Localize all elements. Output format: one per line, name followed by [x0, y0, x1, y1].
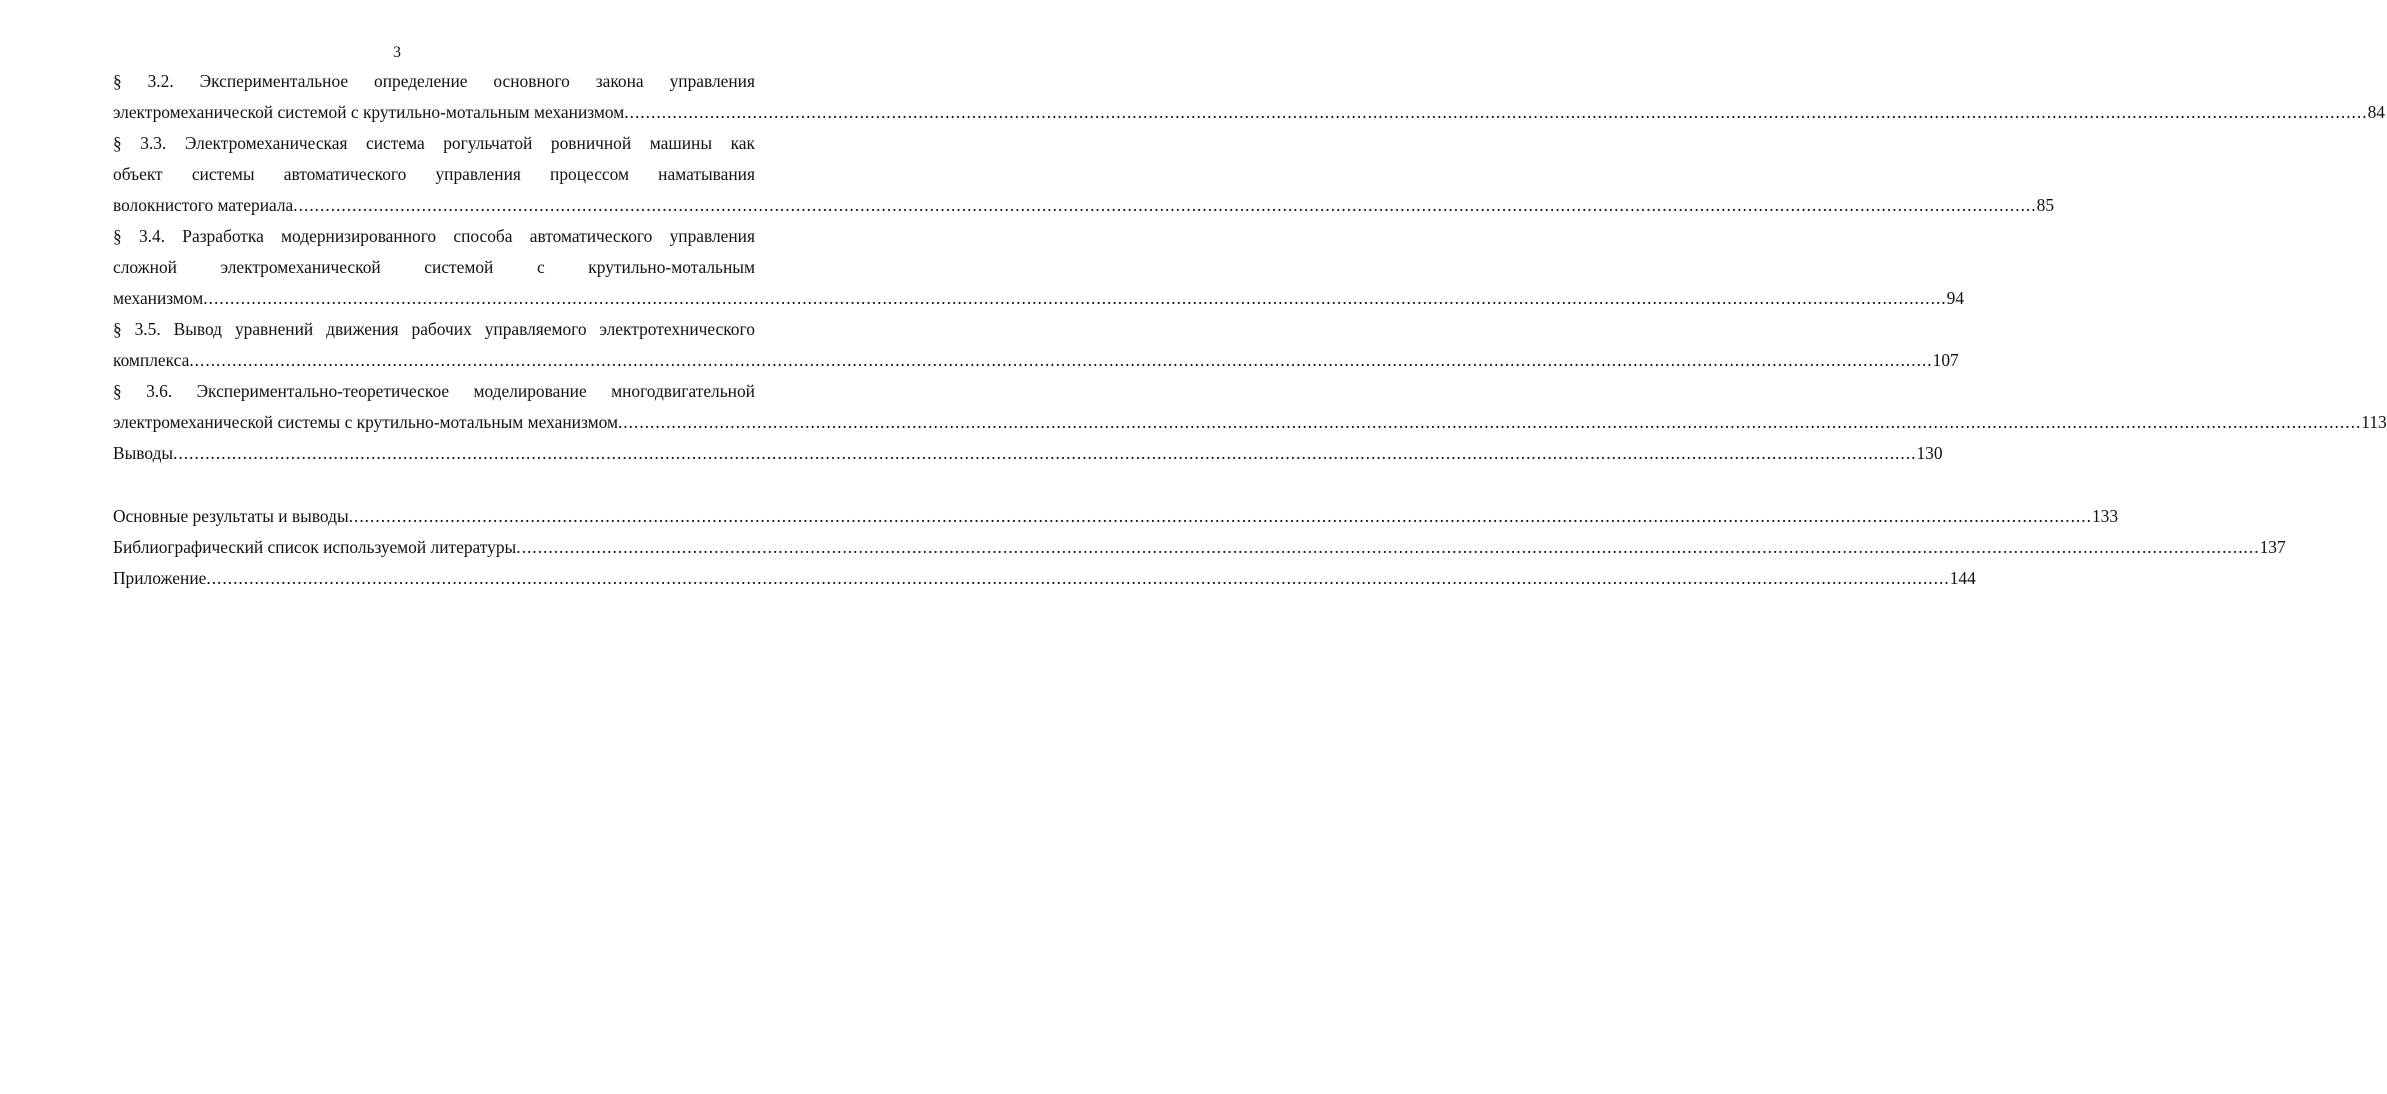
- page-ref: 130: [1916, 443, 1943, 463]
- entry-text: Выводы: [113, 443, 174, 463]
- leader-dots: ......................................................................................................................................................................................................................................................................................................................................: [206, 568, 1950, 588]
- toc-entry-3-5-line-2: [113, 345, 1959, 376]
- toc-entry-3-3-line-1: [113, 128, 755, 159]
- page-number: 3: [393, 44, 401, 61]
- word: 3.2.: [147, 71, 174, 91]
- word: рогульчатой: [443, 133, 533, 153]
- page-ref: 107: [1932, 350, 1959, 370]
- entry-text: комплекса: [113, 350, 190, 370]
- word: электротехнического: [599, 319, 755, 339]
- entry-text: электромеханической системой с крутильно-мотальным механизмом: [113, 102, 625, 122]
- toc-entry-3-4-line-2: [113, 252, 755, 283]
- word: уравнений: [234, 319, 314, 339]
- word: Вывод: [173, 319, 223, 339]
- entry-text: Приложение: [113, 568, 207, 588]
- entry-text: Основные результаты и выводы: [113, 506, 349, 526]
- leader-dots: ......................................................................................................................................................................................................................................................................................................................................: [189, 350, 1933, 370]
- section-gap: [113, 469, 755, 501]
- toc-entry-main-results: [113, 501, 2119, 532]
- word: управления: [435, 164, 521, 184]
- page-ref: 113: [2361, 412, 2387, 432]
- word: системы: [191, 164, 255, 184]
- word: §: [113, 71, 122, 91]
- word: определение: [374, 71, 468, 91]
- toc-entry-3-2-line-2: [113, 97, 2385, 128]
- toc-entry-appendix: [113, 563, 1976, 594]
- word: §: [113, 381, 122, 401]
- entry-text: Библиографический список используемой литературы: [113, 537, 517, 557]
- word: рабочих: [411, 319, 472, 339]
- word: электромеханической: [220, 257, 381, 277]
- word: моделирование: [473, 381, 587, 401]
- word: Экспериментально-теоретическое: [196, 381, 450, 401]
- word: системой: [424, 257, 494, 277]
- word: наматывания: [658, 164, 755, 184]
- leader-dots: ......................................................................................................................................................................................................................................................................................................................................: [293, 195, 2037, 215]
- word: сложной: [113, 257, 177, 277]
- word: машины: [649, 133, 713, 153]
- word: автоматического: [283, 164, 407, 184]
- toc-entry-3-3-line-2: [113, 159, 755, 190]
- entry-text: механизмом: [113, 288, 204, 308]
- word: автоматического: [529, 226, 653, 246]
- toc-entry-3-4-line-3: [113, 283, 1965, 314]
- page-ref: 94: [1946, 288, 1965, 308]
- word: система: [366, 133, 425, 153]
- toc-entry-3-6-line-1: [113, 376, 755, 407]
- word: управления: [669, 226, 755, 246]
- page-ref: 84: [2367, 102, 2385, 122]
- entry-text: электромеханической системы с крутильно-мотальным механизмом: [113, 412, 618, 432]
- page-ref: 137: [2259, 537, 2286, 557]
- word: 3.3.: [140, 133, 167, 153]
- word: §: [113, 226, 122, 246]
- word: крутильно-мотальным: [588, 257, 755, 277]
- leader-dots: ......................................................................................................................................................................................................................................................................................................................................: [516, 537, 2260, 557]
- word: управления: [669, 71, 755, 91]
- leader-dots: ......................................................................................................................................................................................................................................................................................................................................: [348, 506, 2092, 526]
- word: модернизированного: [281, 226, 437, 246]
- word: основного: [493, 71, 570, 91]
- word: §: [113, 133, 122, 153]
- word: как: [730, 133, 755, 153]
- toc-entry-3-2-line-1: [113, 66, 755, 97]
- page-ref: 133: [2091, 506, 2119, 526]
- word: многодвигательной: [611, 381, 755, 401]
- word: Электромеханическая: [184, 133, 348, 153]
- leader-dots: ......................................................................................................................................................................................................................................................................................................................................: [173, 443, 1917, 463]
- page-ref: 144: [1949, 568, 1976, 588]
- word: процессом: [550, 164, 630, 184]
- toc-entry-conclusions: [113, 438, 1943, 469]
- word: ровничной: [550, 133, 632, 153]
- word: способа: [453, 226, 513, 246]
- word: с: [536, 257, 545, 277]
- word: Разработка: [182, 226, 264, 246]
- entry-text: волокнистого материала: [113, 195, 294, 215]
- table-of-contents: [113, 66, 2387, 594]
- toc-entry-3-3-line-3: [113, 190, 2055, 221]
- word: 3.5.: [134, 319, 161, 339]
- word: 3.4.: [138, 226, 166, 246]
- leader-dots: ......................................................................................................................................................................................................................................................................................................................................: [617, 412, 2362, 432]
- word: движения: [326, 319, 399, 339]
- leader-dots: ......................................................................................................................................................................................................................................................................................................................................: [203, 288, 1947, 308]
- toc-entry-bibliography: [113, 532, 2286, 563]
- page-ref: 85: [2036, 195, 2055, 215]
- word: 3.6.: [146, 381, 173, 401]
- word: объект: [113, 164, 163, 184]
- toc-entry-3-4-line-1: [113, 221, 755, 252]
- word: закона: [595, 71, 644, 91]
- word: §: [113, 319, 122, 339]
- leader-dots: ......................................................................................................................................................................................................................................................................................................................................: [624, 102, 2368, 122]
- word: управляемого: [484, 319, 587, 339]
- toc-entry-3-6-line-2: [113, 407, 2387, 438]
- word: Экспериментальное: [199, 71, 349, 91]
- toc-entry-3-5-line-1: [113, 314, 755, 345]
